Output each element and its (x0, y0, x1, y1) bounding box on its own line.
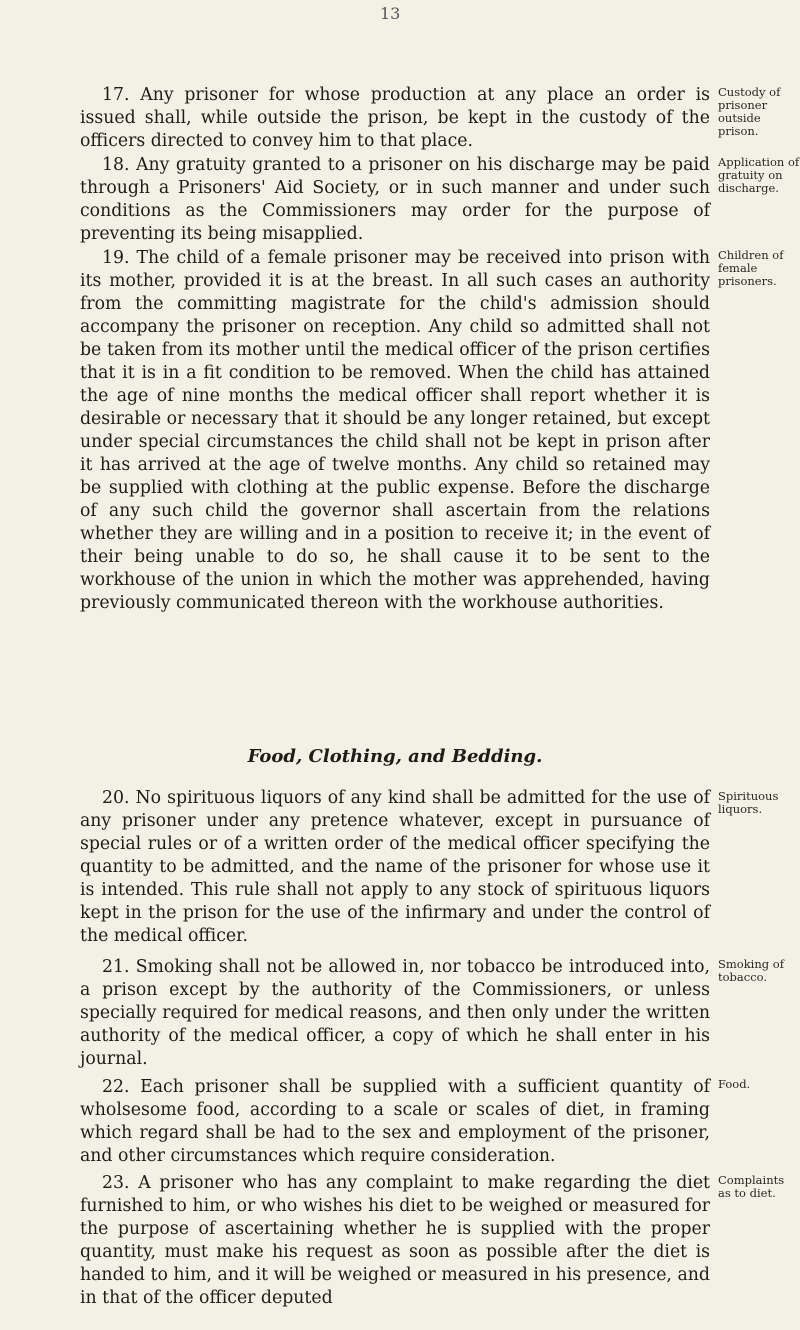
paragraph-number: 17. (102, 85, 130, 105)
paragraph-text: Any gratuity granted to a prisoner on his discharge may be paid through a Prisoners' Aid Society, or in such manner and under such conditions as the Commissioners may order for the purpose of preventing its being misapplied. (80, 155, 710, 244)
paragraph-text: A prisoner who has any complaint to make regarding the diet furnished to him, or who wishes his diet to be weighed or measured for the purpose of ascertaining whether he is supplied with the proper quantity, must make his request as soon as possible after the diet is handed to him, and it will be weighed or measured in his presence, and in that of the officer deputed (80, 1173, 710, 1308)
paragraph-number: 18. (102, 155, 130, 175)
paragraph-18 (80, 154, 710, 246)
paragraph-text: The child of a female prisoner may be received into prison with its mother, provided it is at the breast. In all such cases an authority from the committing magistrate for the child's admission should accompany the prisoner on reception. Any child so admitted shall not be taken from its mother until the medical officer of the prison certifies that it is in a fit condition to be removed. When the child has attained the age of nine months the medical officer shall report whether it is desirable or necessary that it should be any longer retained, but except under special circumstances the child shall not be kept in prison after it has arrived at the age of twelve months. Any child so retained may be supplied with clothing at the public expense. Before the discharge of any such child the governor shall ascertain from the relations whether they are willing and in a position to receive it; in the event of their being unable to do so, he shall cause it to be sent to the workhouse of the union in which the mother was apprehended, having previously communicated thereon with the workhouse authorities. (80, 248, 710, 613)
paragraph-23 (80, 1172, 710, 1310)
margin-note-spirituous: Spirituous liquors. (718, 789, 779, 816)
section-heading: Food, Clothing, and Bedding. (247, 746, 543, 767)
paragraph-number: 21. (102, 957, 130, 977)
paragraph-text: Smoking shall not be allowed in, nor tobacco be introduced into, a prison except by the authority of the Commissioners, or unless specially required for medical reasons, and then only under the written authority of the medical officer, a copy of which he shall enter in his journal. (80, 957, 711, 1069)
paragraph-text: No spirituous liquors of any kind shall be admitted for the use of any prisoner under any pretence whatever, except in pursuance of special rules or of a written order of the medical officer specifying the quantity to be admitted, and the name of the prisoner for whose use it is intended. This rule shall not apply to any stock of spirituous liquors kept in the prison for the use of the infirmary and under the control of the medical officer. (80, 788, 710, 946)
paragraph-19 (80, 247, 710, 615)
paragraph-number: 22. (102, 1077, 130, 1097)
page-number: 13 (380, 4, 401, 23)
margin-note-food: Food. (718, 1077, 751, 1091)
margin-note-complaints: Complaints as to diet. (718, 1173, 785, 1200)
margin-note-smoking: Smoking of tobacco. (718, 957, 784, 984)
paragraph-text: Any prisoner for whose production at any place an order is issued shall, while outside the prison, be kept in the custody of the officers directed to convey him to that place. (80, 85, 710, 151)
margin-note-custody: Custody of prisoner outside prison. (718, 85, 781, 138)
paragraph-text: Each prisoner shall be supplied with a sufficient quantity of wholsesome food, according to a scale or scales of diet, in framing which regard shall be had to the sex and employment of the prisoner, and other circumstances which require consideration. (80, 1077, 710, 1166)
paragraph-number: 20. (102, 788, 130, 808)
paragraph-20 (80, 787, 710, 948)
paragraph-21 (80, 956, 710, 1071)
paragraph-number: 23. (102, 1173, 130, 1193)
paragraph-22 (80, 1076, 710, 1168)
margin-note-children: Children of female prisoners. (718, 248, 784, 288)
paragraph-number: 19. (102, 248, 130, 268)
margin-note-gratuity: Application of gratuity on discharge. (718, 155, 800, 195)
paragraph-17 (80, 84, 710, 153)
